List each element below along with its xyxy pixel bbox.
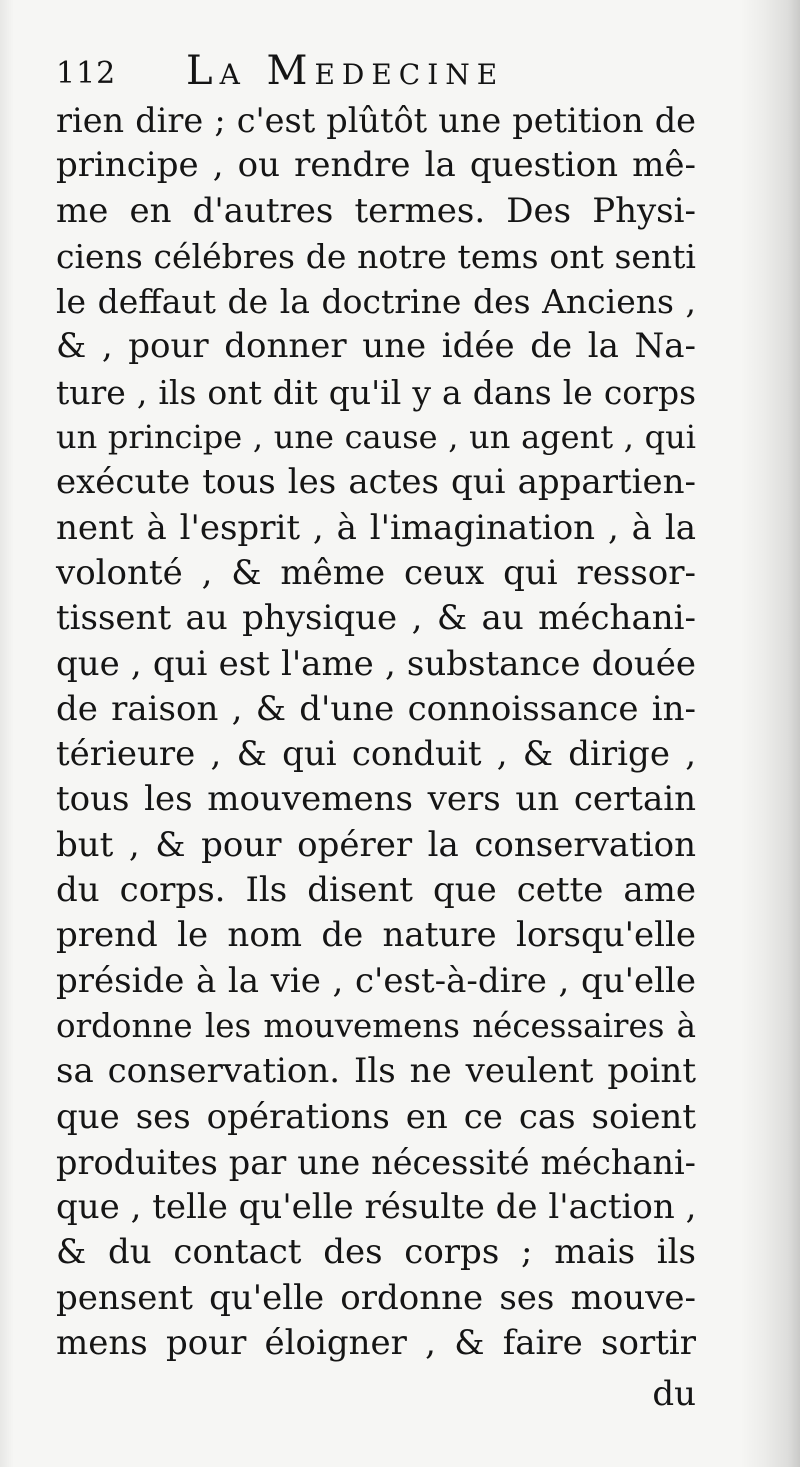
page-right-edge-shadow: [740, 0, 800, 1467]
text-line: le deffaut de la doctrine des Anciens ,: [56, 282, 696, 322]
text-line: que ses opérations en ce cas soient: [56, 1096, 696, 1137]
text-line: rien dire ; c'est plûtôt une petition de: [56, 101, 696, 140]
text-line: nent à l'esprit , à l'imagination , à la: [56, 507, 696, 548]
text-line: que , telle qu'elle résulte de l'action ,: [56, 1187, 697, 1228]
text-line: ordonne les mouvemens nécessaires à: [56, 1006, 696, 1045]
text-line: de raison , & d'une connoissance in-: [56, 688, 696, 729]
text-line: produites par une nécessité méchani-: [56, 1142, 696, 1182]
text-line: térieure , & qui conduit , & dirige ,: [56, 734, 696, 775]
page-left-edge: [0, 0, 14, 1467]
body-text: [56, 98, 696, 1366]
text-line: que , qui est l'ame , substance douée: [56, 643, 696, 684]
text-line: principe , ou rendre la question mê-: [56, 145, 696, 186]
text-line: volonté , & même ceux qui ressor-: [56, 552, 696, 593]
page-number: 112: [56, 56, 117, 91]
text-line: pensent qu'elle ordonne ses mouve-: [56, 1277, 696, 1318]
text-line: & du contact des corps ; mais ils: [56, 1232, 696, 1273]
text-line: prend le nom de nature lorsqu'elle: [56, 915, 696, 956]
running-head: La Medecine: [186, 48, 505, 94]
text-line: préside à la vie , c'est-à-dire , qu'elle: [56, 960, 696, 1001]
text-line: & , pour donner une idée de la Na-: [56, 326, 696, 367]
text-line: tissent au physique , & au méchani-: [56, 598, 696, 639]
text-line: exécute tous les actes qui appartien-: [56, 462, 696, 503]
catchword: du: [652, 1374, 696, 1414]
text-line: sa conservation. Ils ne veulent point: [56, 1051, 696, 1092]
text-line: ciens célébres de notre tems ont senti: [56, 236, 696, 276]
text-line: ture , ils ont dit qu'il y a dans le corps: [56, 372, 696, 412]
text-line: mens pour éloigner , & faire sortir: [56, 1323, 696, 1364]
text-line: me en d'autres termes. Des Physi-: [56, 190, 696, 231]
text-line: but , & pour opérer la conservation: [56, 824, 696, 865]
text-line: un principe , une cause , un agent , qui: [56, 418, 696, 457]
text-line: du corps. Ils disent que cette ame: [56, 870, 696, 911]
page-header: [56, 44, 696, 100]
text-line: tous les mouvemens vers un certain: [56, 779, 696, 820]
